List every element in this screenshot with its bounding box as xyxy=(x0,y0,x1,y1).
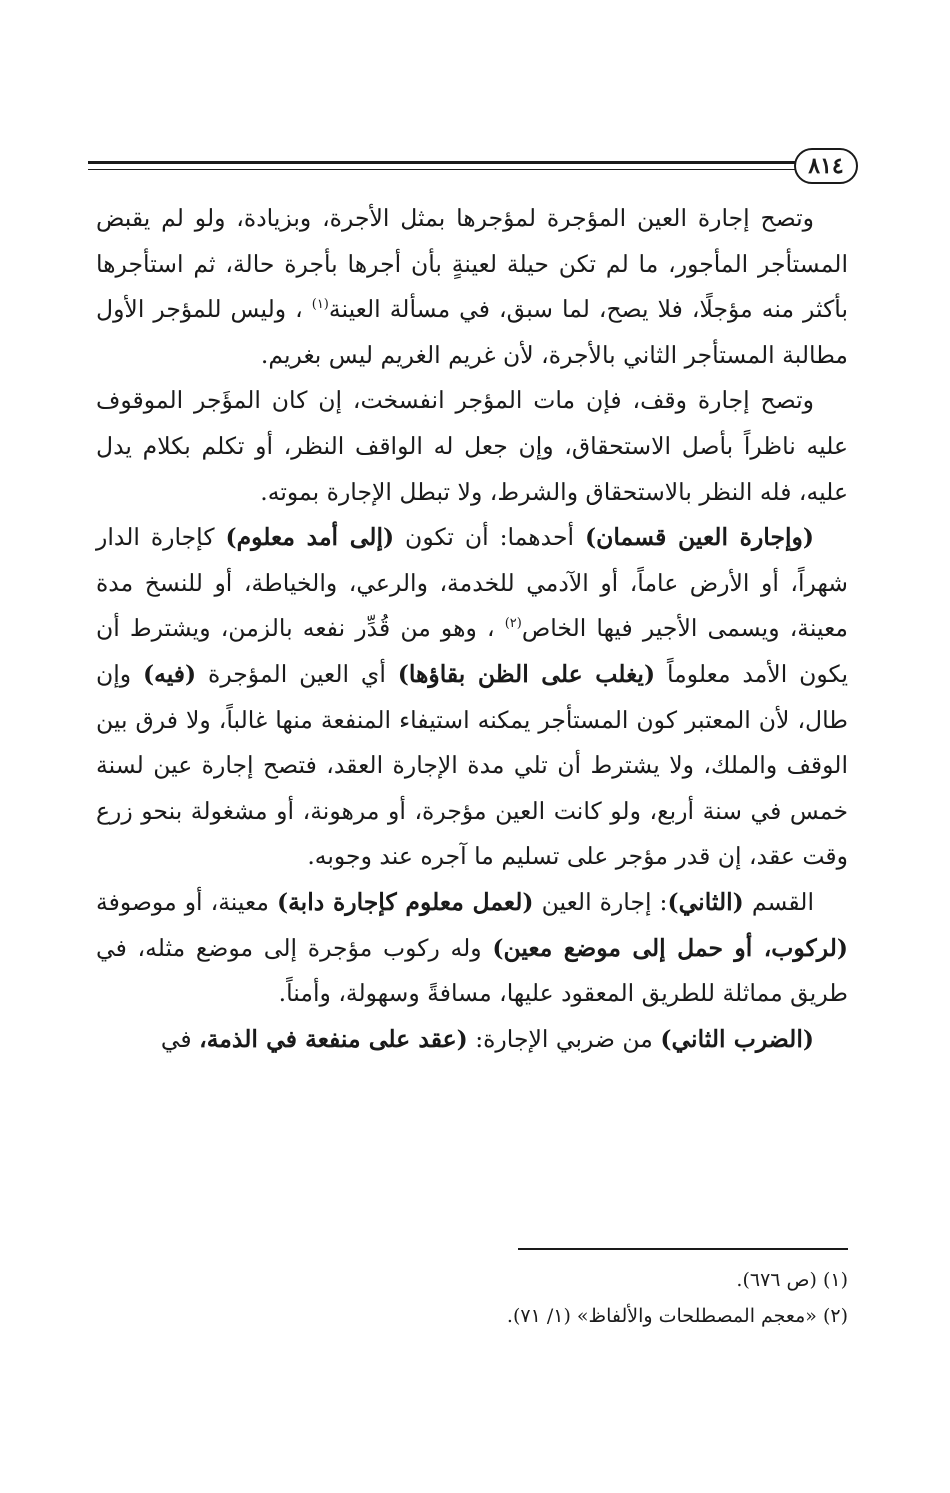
header-rule-thin xyxy=(88,169,796,170)
paragraph-5 xyxy=(96,1017,848,1063)
paragraph-4-text-1: القسم xyxy=(743,887,815,916)
paragraph-4-text-3: معينة، أو موصوفة xyxy=(96,887,277,916)
paragraph-3-text-2: كإجارة الدار شهراً، أو الأرض عاماً، أو الآدمي للخدمة، والرعي، والخياطة، أو للنسخ مدة معينة، ويسمى الأجير فيها الخاص xyxy=(96,523,848,643)
paragraph-4-bold-1: (الثاني) xyxy=(667,887,744,916)
paragraph-3 xyxy=(96,515,848,880)
paragraph-3-text-3: ، وهو من قُدِّر نفعه بالزمن، ويشترط أن يكون الأمد معلوماً xyxy=(96,614,848,688)
footnote-rule xyxy=(518,1248,848,1250)
paragraph-3-text-1: أحدهما: أن تكون xyxy=(394,523,586,552)
body-text xyxy=(96,196,848,1062)
page-number: ٨١٤ xyxy=(794,148,858,184)
paragraph-1-text-b: ، وليس للمؤجر الأول مطالبة المستأجر الثاني بالأجرة، لأن غريم الغريم ليس بغريم. xyxy=(96,295,848,369)
paragraph-2: وتصح إجارة وقف، فإن مات المؤجر انفسخت، إن كان المؤَجر الموقوف عليه ناظراً بأصل الاستحقاق، وإن جعل له الواقف النظر، أو تكلم بكلام يدل عليه، فله النظر بالاستحقاق والشرط، ولا تبطل الإجارة بموته. xyxy=(96,386,848,506)
paragraph-5-bold-2: (عقد على منفعة في الذمة، xyxy=(199,1024,468,1053)
page-header xyxy=(88,148,858,188)
footnote-2: (٢) «معجم المصطلحات والألفاظ» (١/ ٧١). xyxy=(506,1305,848,1327)
paragraph-4-bold-2: (لعمل معلوم كإجارة دابة) xyxy=(276,887,534,916)
paragraph-3-bold-2: (إلى أمد معلوم) xyxy=(225,523,395,552)
paragraph-3-text-5: وإن طال، لأن المعتبر كون المستأجر يمكنه استيفاء المنفعة منها غالباً، ولا فرق بين الوقف والملك، ولا يشترط أن تلي مدة الإجارة العقد، فتصح إجارة عين لسنة خمس في سنة أربع، ولو كانت العين مؤجرة، أو مرهونة، أو مشغولة بنحو زرع وقت عقد، إن قدر مؤجر على تسليم ما آجره عند وجوبه. xyxy=(96,659,848,871)
paragraph-3-bold-4: (فيه) xyxy=(142,659,197,688)
paragraph-3-text-4: أي العين المؤجرة xyxy=(196,659,398,688)
paragraph-5-bold-1: (الضرب الثاني) xyxy=(660,1024,814,1053)
footnote-ref-2: (٢) xyxy=(504,616,522,632)
paragraph-4-bold-3: (لركوب، أو حمل إلى موضع معين) xyxy=(492,933,848,962)
paragraph-3-bold-3: (يغلب على الظن بقاؤها) xyxy=(397,659,656,688)
paragraph-1 xyxy=(96,196,848,378)
paragraph-4-text-4: وله ركوب مؤجرة إلى موضع مثله، في طريق مماثلة للطريق المعقود عليها، مسافةً وسهولة، وأمناً. xyxy=(96,933,848,1008)
paragraph-4 xyxy=(96,880,848,1017)
paragraph-4-text-2: : إجارة العين xyxy=(533,887,668,916)
footnotes xyxy=(96,1262,848,1334)
footnote-ref-1: (١) xyxy=(311,297,329,313)
paragraph-3-bold-1: (وإجارة العين قسمان) xyxy=(585,523,814,552)
paragraph-5-text-2: في xyxy=(160,1024,200,1053)
footnote-1: (١) (ص ٦٧٦). xyxy=(736,1269,848,1291)
paragraph-5-text-1: من ضربي الإجارة: xyxy=(467,1024,661,1053)
paragraph-1-text-a: وتصح إجارة العين المؤجرة لمؤجرها بمثل الأجرة، وبزيادة، ولو لم يقبض المستأجر المأجور، ما لم تكن حيلة لعينةٍ بأن أجرها بأجرة حالة، ثم استأجرها بأكثر منه مؤجلًا، فلا يصح، لما سبق، في مسألة العينة xyxy=(96,204,849,324)
header-rule xyxy=(88,161,796,164)
